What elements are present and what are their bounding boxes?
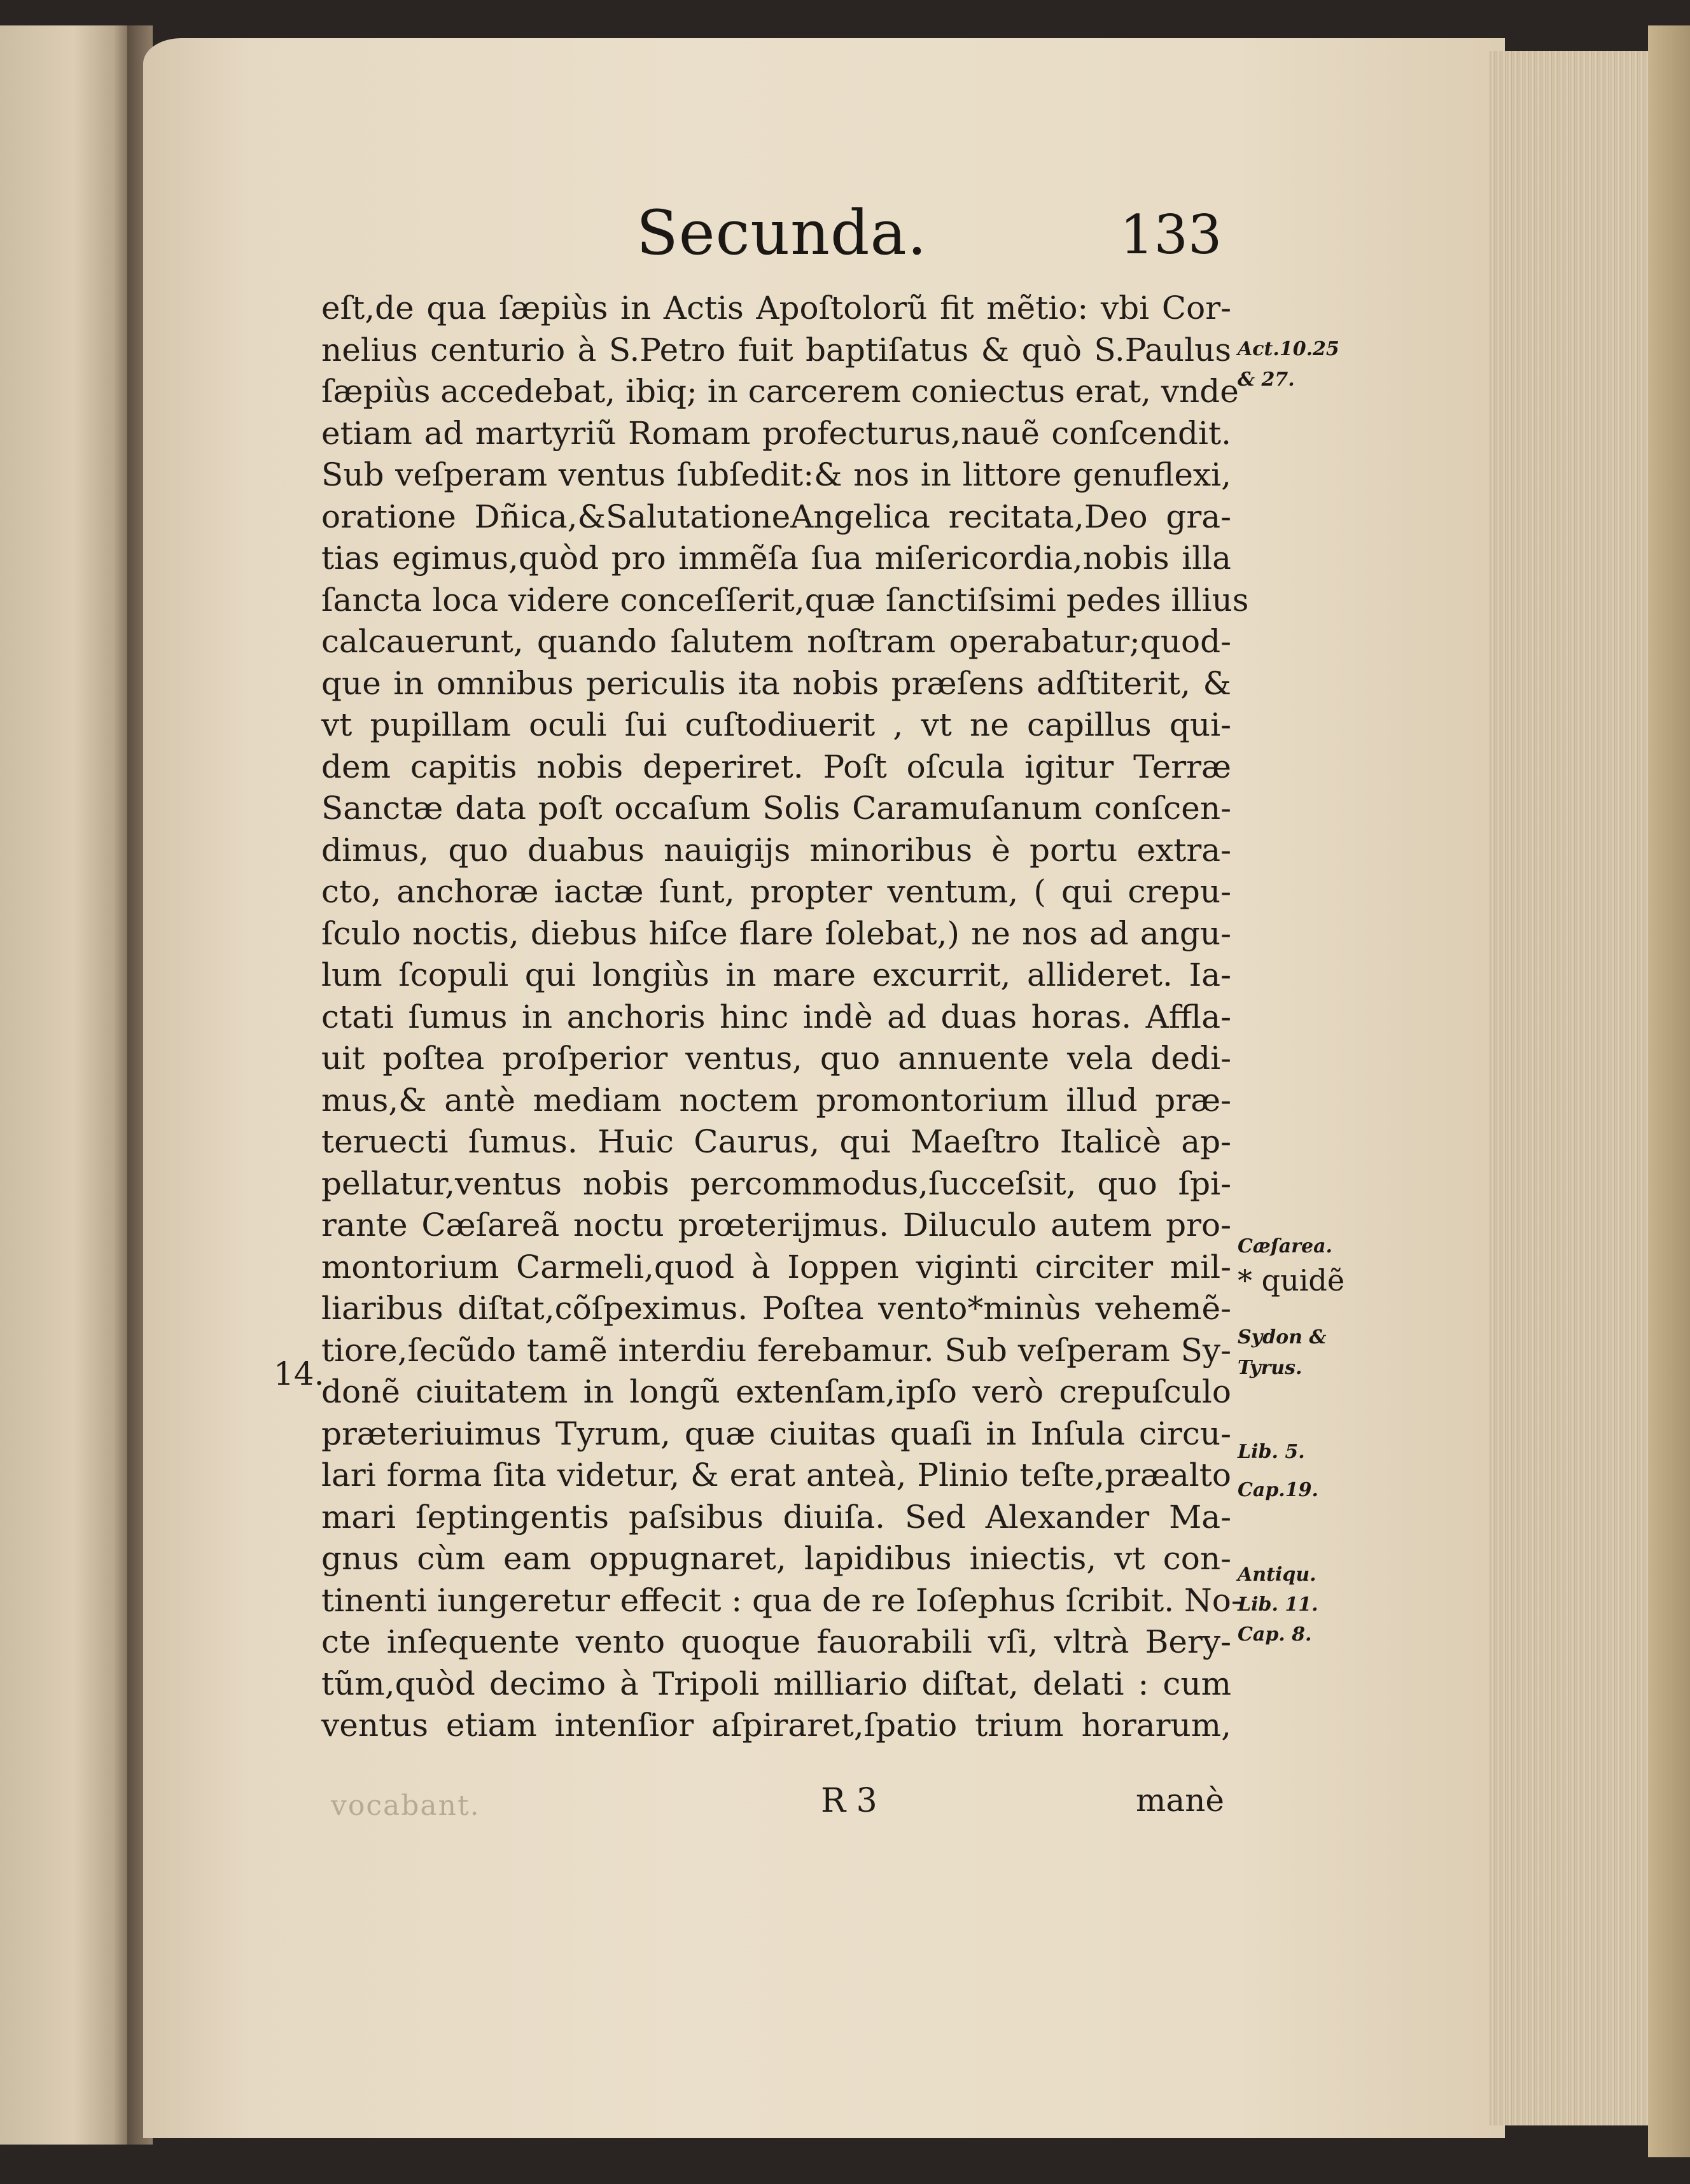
margin-note-sydon: Sydon & — [1238, 1326, 1327, 1348]
text-line: ſancta loca videre conceſſerit,quæ ſanctiſsimi pedes illius — [321, 581, 1249, 619]
text-line: tias egimus,quòd pro immẽſa ſua miſericordia,nobis illa — [321, 540, 1231, 577]
show-through-text: vocabant. — [331, 1789, 480, 1822]
text-line: rante Cæſareã noctu prœterijmus. Diluculo autem pro- — [321, 1207, 1231, 1243]
text-line: lari forma ſita videtur, & erat anteà, Plinio teſte,præalto — [321, 1457, 1231, 1494]
text-line: gnus cùm eam oppugnaret, lapidibus iniectis, vt con- — [321, 1540, 1231, 1577]
text-line: mus,& antè mediam noctem promontorium illud præ- — [321, 1081, 1231, 1119]
body-text-block — [321, 288, 1249, 1747]
margin-note-quidem: * quidẽ — [1238, 1263, 1345, 1298]
text-line: cte inſequente vento quoque fauorabili vſi, vltrà Bery- — [321, 1623, 1231, 1660]
margin-note-cap8: Cap. 8. — [1238, 1623, 1312, 1646]
text-line: dem capitis nobis deperiret. Poſt oſcula igitur Terræ — [321, 748, 1231, 785]
signature-mark: R 3 — [821, 1782, 877, 1820]
catchword: manè — [1136, 1782, 1225, 1819]
page-title: Secunda. — [636, 197, 928, 269]
margin-note-antiqu: Antiqu. — [1238, 1564, 1316, 1586]
text-line: oratione Dñica,&SalutationeAngelica recitata,Deo gra- — [321, 498, 1231, 535]
text-line: uit poſtea proſperior ventus, quo annuente vela dedi- — [321, 1040, 1231, 1077]
text-line: teruecti ſumus. Huic Caurus, qui Maeſtro Italicè ap- — [321, 1123, 1231, 1160]
text-line: ſculo noctis, diebus hiſce flare ſolebat,) ne nos ad angu- — [321, 914, 1231, 952]
text-line: eſt,de qua ſæpiùs in Actis Apoſtolorũ fit mẽtio: vbi Cor- — [321, 290, 1231, 326]
text-line: calcauerunt, quando ſalutem noſtram operabatur;quod- — [321, 623, 1231, 660]
left-margin-number: 14. — [274, 1355, 325, 1392]
page-block-edges — [1489, 51, 1654, 2125]
text-line: dimus, quo duabus nauigijs minoribus è portu extra- — [321, 831, 1231, 869]
text-line: vt pupillam oculi ſui cuſtodiuerit , vt ne capillus qui- — [321, 706, 1231, 743]
text-line: nelius centurio à S.Petro fuit baptiſatus & quò S.Paulus — [321, 331, 1231, 368]
margin-note-acts: Act.10.25 — [1238, 338, 1339, 360]
left-facing-page-edge — [0, 25, 134, 2145]
text-line: cto, anchoræ iactæ ſunt, propter ventum, ( qui crepu- — [321, 873, 1231, 910]
text-line: donẽ ciuitatem in longũ extenſam,ipſo verò crepuſculo — [321, 1373, 1231, 1410]
text-line: etiam ad martyriũ Romam profecturus,nauẽ conſcendit. — [321, 414, 1231, 452]
text-line: que in omnibus periculis ita nobis præſens adſtiterit, & — [321, 664, 1231, 702]
text-line: liaribus diſtat,cõſpeximus. Poſtea vento*minùs vehemẽ- — [321, 1290, 1231, 1327]
text-line: pellatur,ventus nobis percommodus,ſucceſsit, quo ſpi- — [321, 1165, 1231, 1202]
margin-note-caesarea: Cæſarea. — [1238, 1235, 1332, 1257]
running-head — [0, 197, 1690, 274]
margin-note-acts-cont: & 27. — [1238, 368, 1295, 391]
text-line: præteriuimus Tyrum, quæ ciuitas quaſi in Inſula circu- — [321, 1415, 1231, 1452]
page-number: 133 — [1120, 204, 1222, 266]
margin-note-tyrus: Tyrus. — [1238, 1357, 1302, 1379]
text-line: ctati ſumus in anchoris hinc indè ad duas horas. Affla- — [321, 998, 1231, 1035]
text-line: ſæpiùs accedebat, ibiq; in carcerem coniectus erat, vnde — [321, 373, 1239, 410]
text-line: tiore,ſecũdo tamẽ interdiu ferebamur. Sub veſperam Sy- — [321, 1331, 1231, 1369]
text-line: lum ſcopuli qui longiùs in mare excurrit, allideret. Ia- — [321, 956, 1231, 993]
book-cover-edge — [1648, 25, 1690, 2157]
text-line: ventus etiam intenſior aſpiraret,ſpatio trium horarum, — [321, 1707, 1231, 1744]
margin-note-cap19: Cap.19. — [1238, 1479, 1318, 1501]
text-line: Sub veſperam ventus ſubſedit:& nos in littore genuflexi, — [321, 456, 1231, 493]
text-line: tũm,quòd decimo à Tripoli milliario diſtat, delati : cum — [321, 1665, 1231, 1702]
margin-note-lib5: Lib. 5. — [1238, 1441, 1305, 1463]
text-line: Sanctæ data poſt occaſum Solis Caramuſanum conſcen- — [321, 790, 1231, 827]
text-line: mari ſeptingentis paſsibus diuiſa. Sed Alexander Ma- — [321, 1498, 1231, 1536]
text-line: montorium Carmeli,quod à Ioppen viginti circiter mil- — [321, 1248, 1231, 1285]
text-line: tinenti iungeretur effecit : qua de re Ioſephus ſcribit. No- — [321, 1581, 1242, 1619]
margin-note-lib11: Lib. 11. — [1238, 1593, 1318, 1616]
